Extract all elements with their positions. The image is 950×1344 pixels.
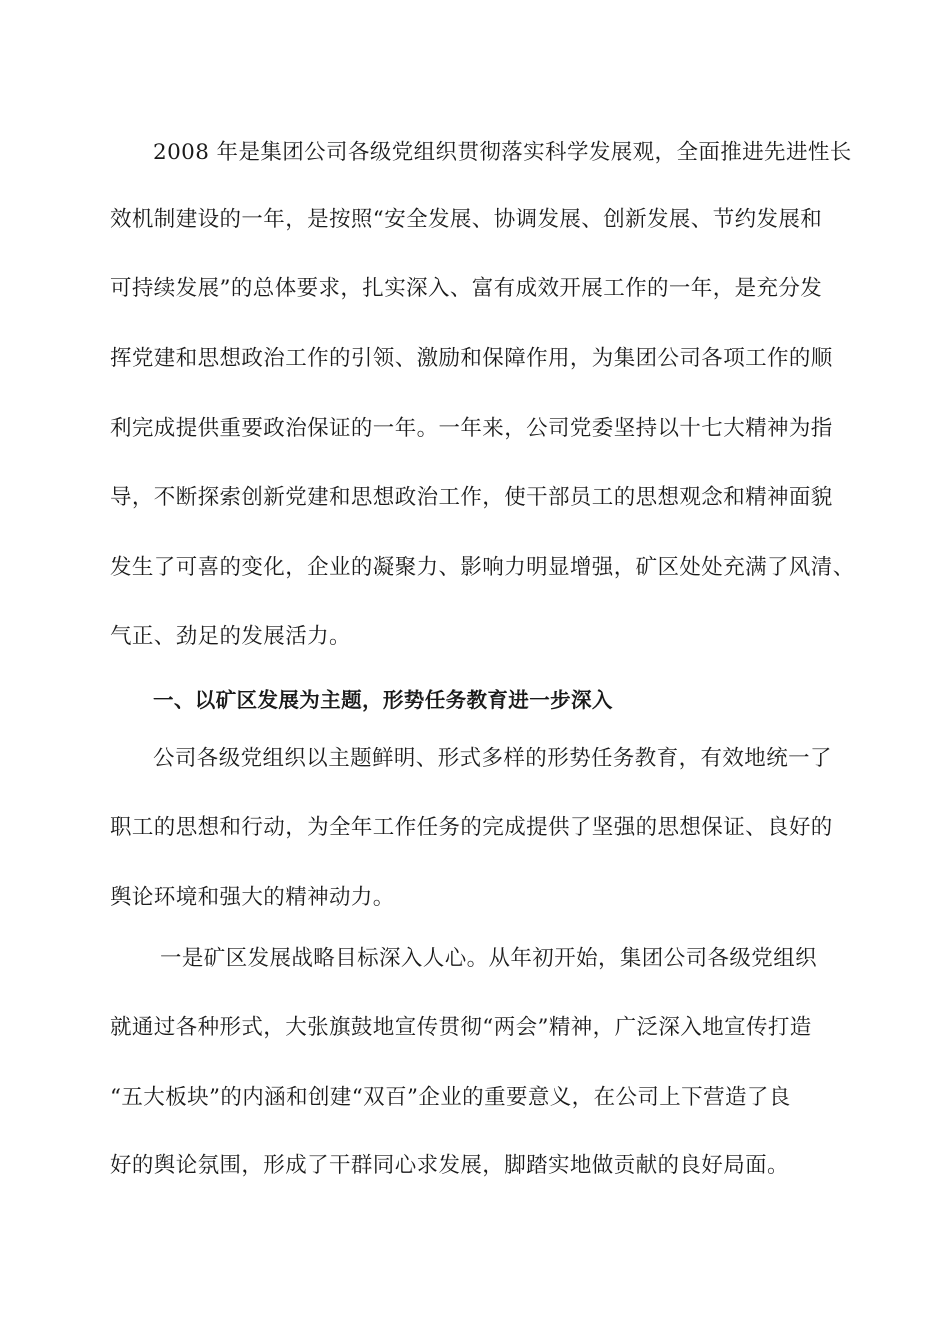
paragraph-2-line-1: 公司各级党组织以主题鲜明、形式多样的形势任务教育，有效地统一了 xyxy=(153,746,832,771)
paragraph-2-line-2: 职工的思想和行动，为全年工作任务的完成提供了坚强的思想保证、良好的 xyxy=(110,815,833,840)
paragraph-1-line-2: 效机制建设的一年，是按照“安全发展、协调发展、创新发展、节约发展和 xyxy=(110,207,823,232)
paragraph-3-line-3: “五大板块”的内涵和创建“双百”企业的重要意义，在公司上下营造了良 xyxy=(110,1085,791,1110)
paragraph-1-line-8: 气正、劲足的发展活力。 xyxy=(110,624,351,649)
paragraph-3-line-1: 一是矿区发展战略目标深入人心。从年初开始，集团公司各级党组织 xyxy=(160,946,818,971)
paragraph-1-line-6: 导，不断探索创新党建和思想政治工作，使干部员工的思想观念和精神面貌 xyxy=(110,485,833,510)
paragraph-1-line-4: 挥党建和思想政治工作的引领、激励和保障作用，为集团公司各项工作的顺 xyxy=(110,346,833,371)
section-1-heading: 一、以矿区发展为主题，形势任务教育进一步深入 xyxy=(153,688,613,712)
paragraph-1-line-3: 可持续发展”的总体要求，扎实深入、富有成效开展工作的一年，是充分发 xyxy=(110,276,823,301)
paragraph-3-line-2: 就通过各种形式，大张旗鼓地宣传贯彻“两会”精神，广泛深入地宣传打造 xyxy=(110,1015,812,1040)
paragraph-1-line-1: 2008 年是集团公司各级党组织贯彻落实科学发展观，全面推进先进性长 xyxy=(153,140,852,165)
paragraph-1-line-5: 利完成提供重要政治保证的一年。一年来，公司党委坚持以十七大精神为指 xyxy=(110,416,833,441)
paragraph-3-line-4: 好的舆论氛围，形成了干群同心求发展，脚踏实地做贡献的良好局面。 xyxy=(110,1153,789,1178)
paragraph-1-line-7: 发生了可喜的变化，企业的凝聚力、影响力明显增强，矿区处处充满了风清、 xyxy=(110,555,855,580)
paragraph-2-line-3: 舆论环境和强大的精神动力。 xyxy=(110,885,395,910)
